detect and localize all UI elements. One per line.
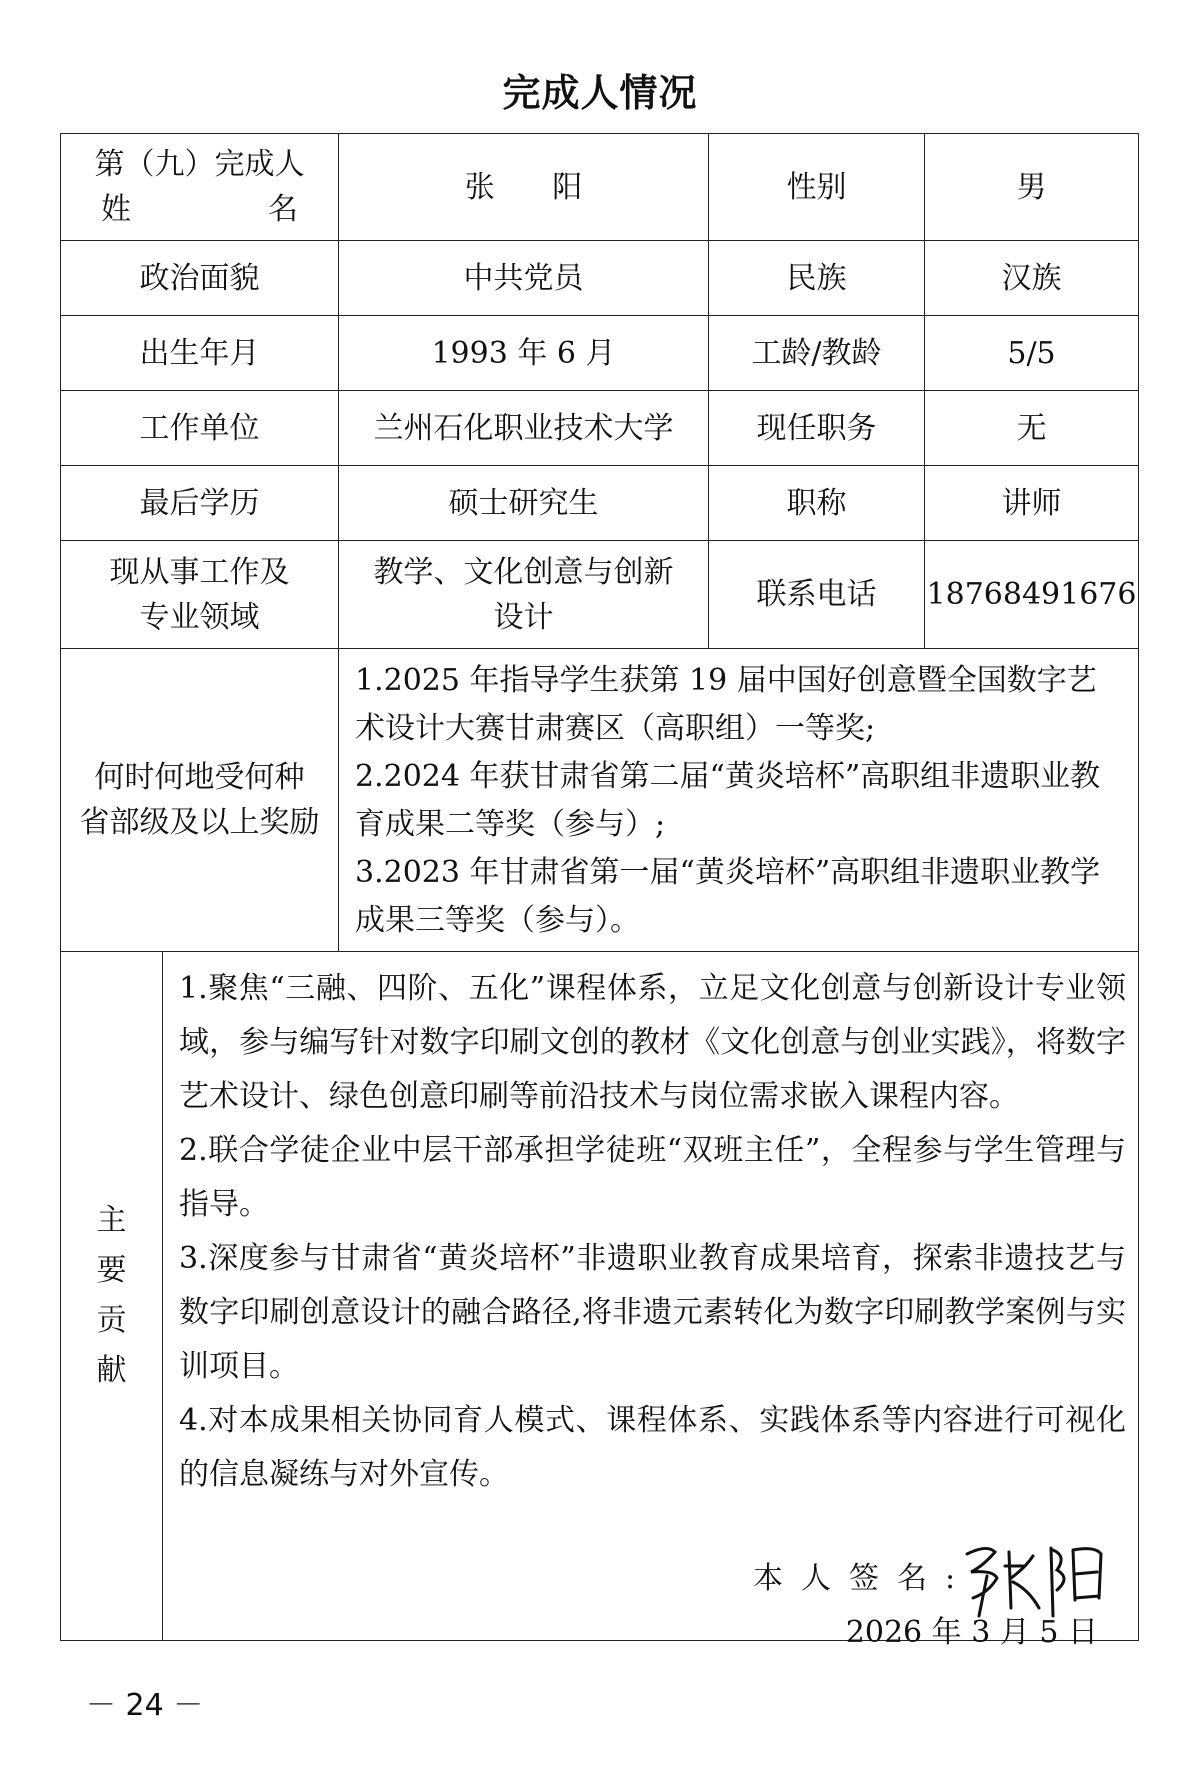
employer-value: 兰州石化职业技术大学 — [339, 391, 709, 466]
awards-label-line2: 省部级及以上奖励 — [79, 805, 320, 840]
name-value: 张 阳 — [339, 134, 709, 241]
seniority-label: 工龄/教龄 — [709, 316, 925, 391]
label-char: 主 — [96, 1203, 127, 1238]
list-item: 3.深度参与甘肃省“黄炎培杯”非遗职业教育成果培育，探索非遗技艺与数字印刷创意设计的融合路径,将非遗元素转化为数字印刷教学案例与实训项目。 — [179, 1241, 1126, 1384]
list-item: 3.2023 年甘肃省第一届“黄炎培杯”高职组非遗职业教学成果三等奖（参与）。 — [355, 855, 1101, 938]
seniority-value: 5/5 — [925, 316, 1139, 391]
birth-value: 1993 年 6 月 — [339, 316, 709, 391]
professional-title-value: 讲师 — [925, 466, 1139, 541]
contributions-content — [163, 952, 1139, 1650]
professional-title-label: 职称 — [709, 466, 925, 541]
field-label-line1: 现从事工作及 — [109, 554, 290, 590]
table-row — [61, 466, 1139, 541]
table-row — [61, 241, 1139, 316]
ethnicity-label: 民族 — [709, 241, 925, 316]
list-item: 1.2025 年指导学生获第 19 届中国好创意暨全国数字艺术设计大赛甘肃赛区（高职组）一等奖; — [355, 663, 1097, 746]
label-char: 贡 — [96, 1303, 127, 1338]
employer-label: 工作单位 — [61, 391, 339, 466]
list-item: 2.2024 年获甘肃省第二届“黄炎培杯”高职组非遗职业教育成果二等奖（参与）; — [355, 759, 1101, 842]
awards-list — [339, 649, 1139, 952]
contributions-label — [61, 952, 163, 1641]
table-row — [61, 541, 1139, 649]
table-row — [61, 316, 1139, 391]
ethnicity-value: 汉族 — [925, 241, 1139, 316]
name-label-line1: 第（九）完成人 — [94, 147, 305, 182]
name-label-char: 姓 — [101, 192, 131, 227]
label-char: 献 — [96, 1353, 127, 1388]
list-item: 4.对本成果相关协同育人模式、课程体系、实践体系等内容进行可视化的信息凝练与对外宣传。 — [179, 1403, 1126, 1492]
name-label-line2 — [61, 187, 338, 232]
field-label — [61, 541, 339, 649]
field-label-line2: 专业领域 — [139, 599, 260, 635]
gender-label: 性别 — [709, 134, 925, 241]
personnel-info-table — [60, 133, 1139, 1650]
politics-label: 政治面貌 — [61, 241, 339, 316]
position-label: 现任职务 — [709, 391, 925, 466]
signature-date: 2026 年 3 月 5 日 — [845, 1615, 1098, 1650]
list-item: 2.联合学徒企业中层干部承担学徒班“双班主任”，全程参与学生管理与指导。 — [179, 1133, 1126, 1222]
politics-value: 中共党员 — [339, 241, 709, 316]
name-label-char: 名 — [268, 192, 298, 227]
phone-label: 联系电话 — [709, 541, 925, 649]
field-value — [339, 541, 709, 649]
table-row — [61, 649, 1139, 952]
name-label-cell — [61, 134, 339, 241]
table-row — [61, 391, 1139, 466]
position-value: 无 — [925, 391, 1139, 466]
awards-label-line1: 何时何地受何种 — [94, 760, 305, 795]
awards-label — [61, 649, 339, 952]
birth-label: 出生年月 — [61, 316, 339, 391]
phone-value: 18768491676 — [925, 541, 1139, 649]
table-row — [61, 952, 1139, 1641]
signature-label: 本人签名: — [753, 1561, 974, 1596]
handwritten-signature — [953, 1532, 1113, 1622]
list-item: 1.聚焦“三融、四阶、五化”课程体系，立足文化创意与创新设计专业领域，参与编写针对数字印刷文创的教材《文化创意与创业实践》，将数字艺术设计、绿色创意印刷等前沿技术与岗位需求嵌入课程内容。 — [179, 971, 1126, 1114]
page-number: － 24 － — [86, 1688, 204, 1723]
page-title: 完成人情况 — [502, 71, 698, 115]
gender-value: 男 — [925, 134, 1139, 241]
table-row — [61, 134, 1139, 241]
label-char: 要 — [96, 1253, 127, 1288]
field-value-line2: 设计 — [493, 599, 554, 635]
education-value: 硕士研究生 — [339, 466, 709, 541]
education-label: 最后学历 — [61, 466, 339, 541]
field-value-line1: 教学、文化创意与创新 — [373, 554, 674, 590]
